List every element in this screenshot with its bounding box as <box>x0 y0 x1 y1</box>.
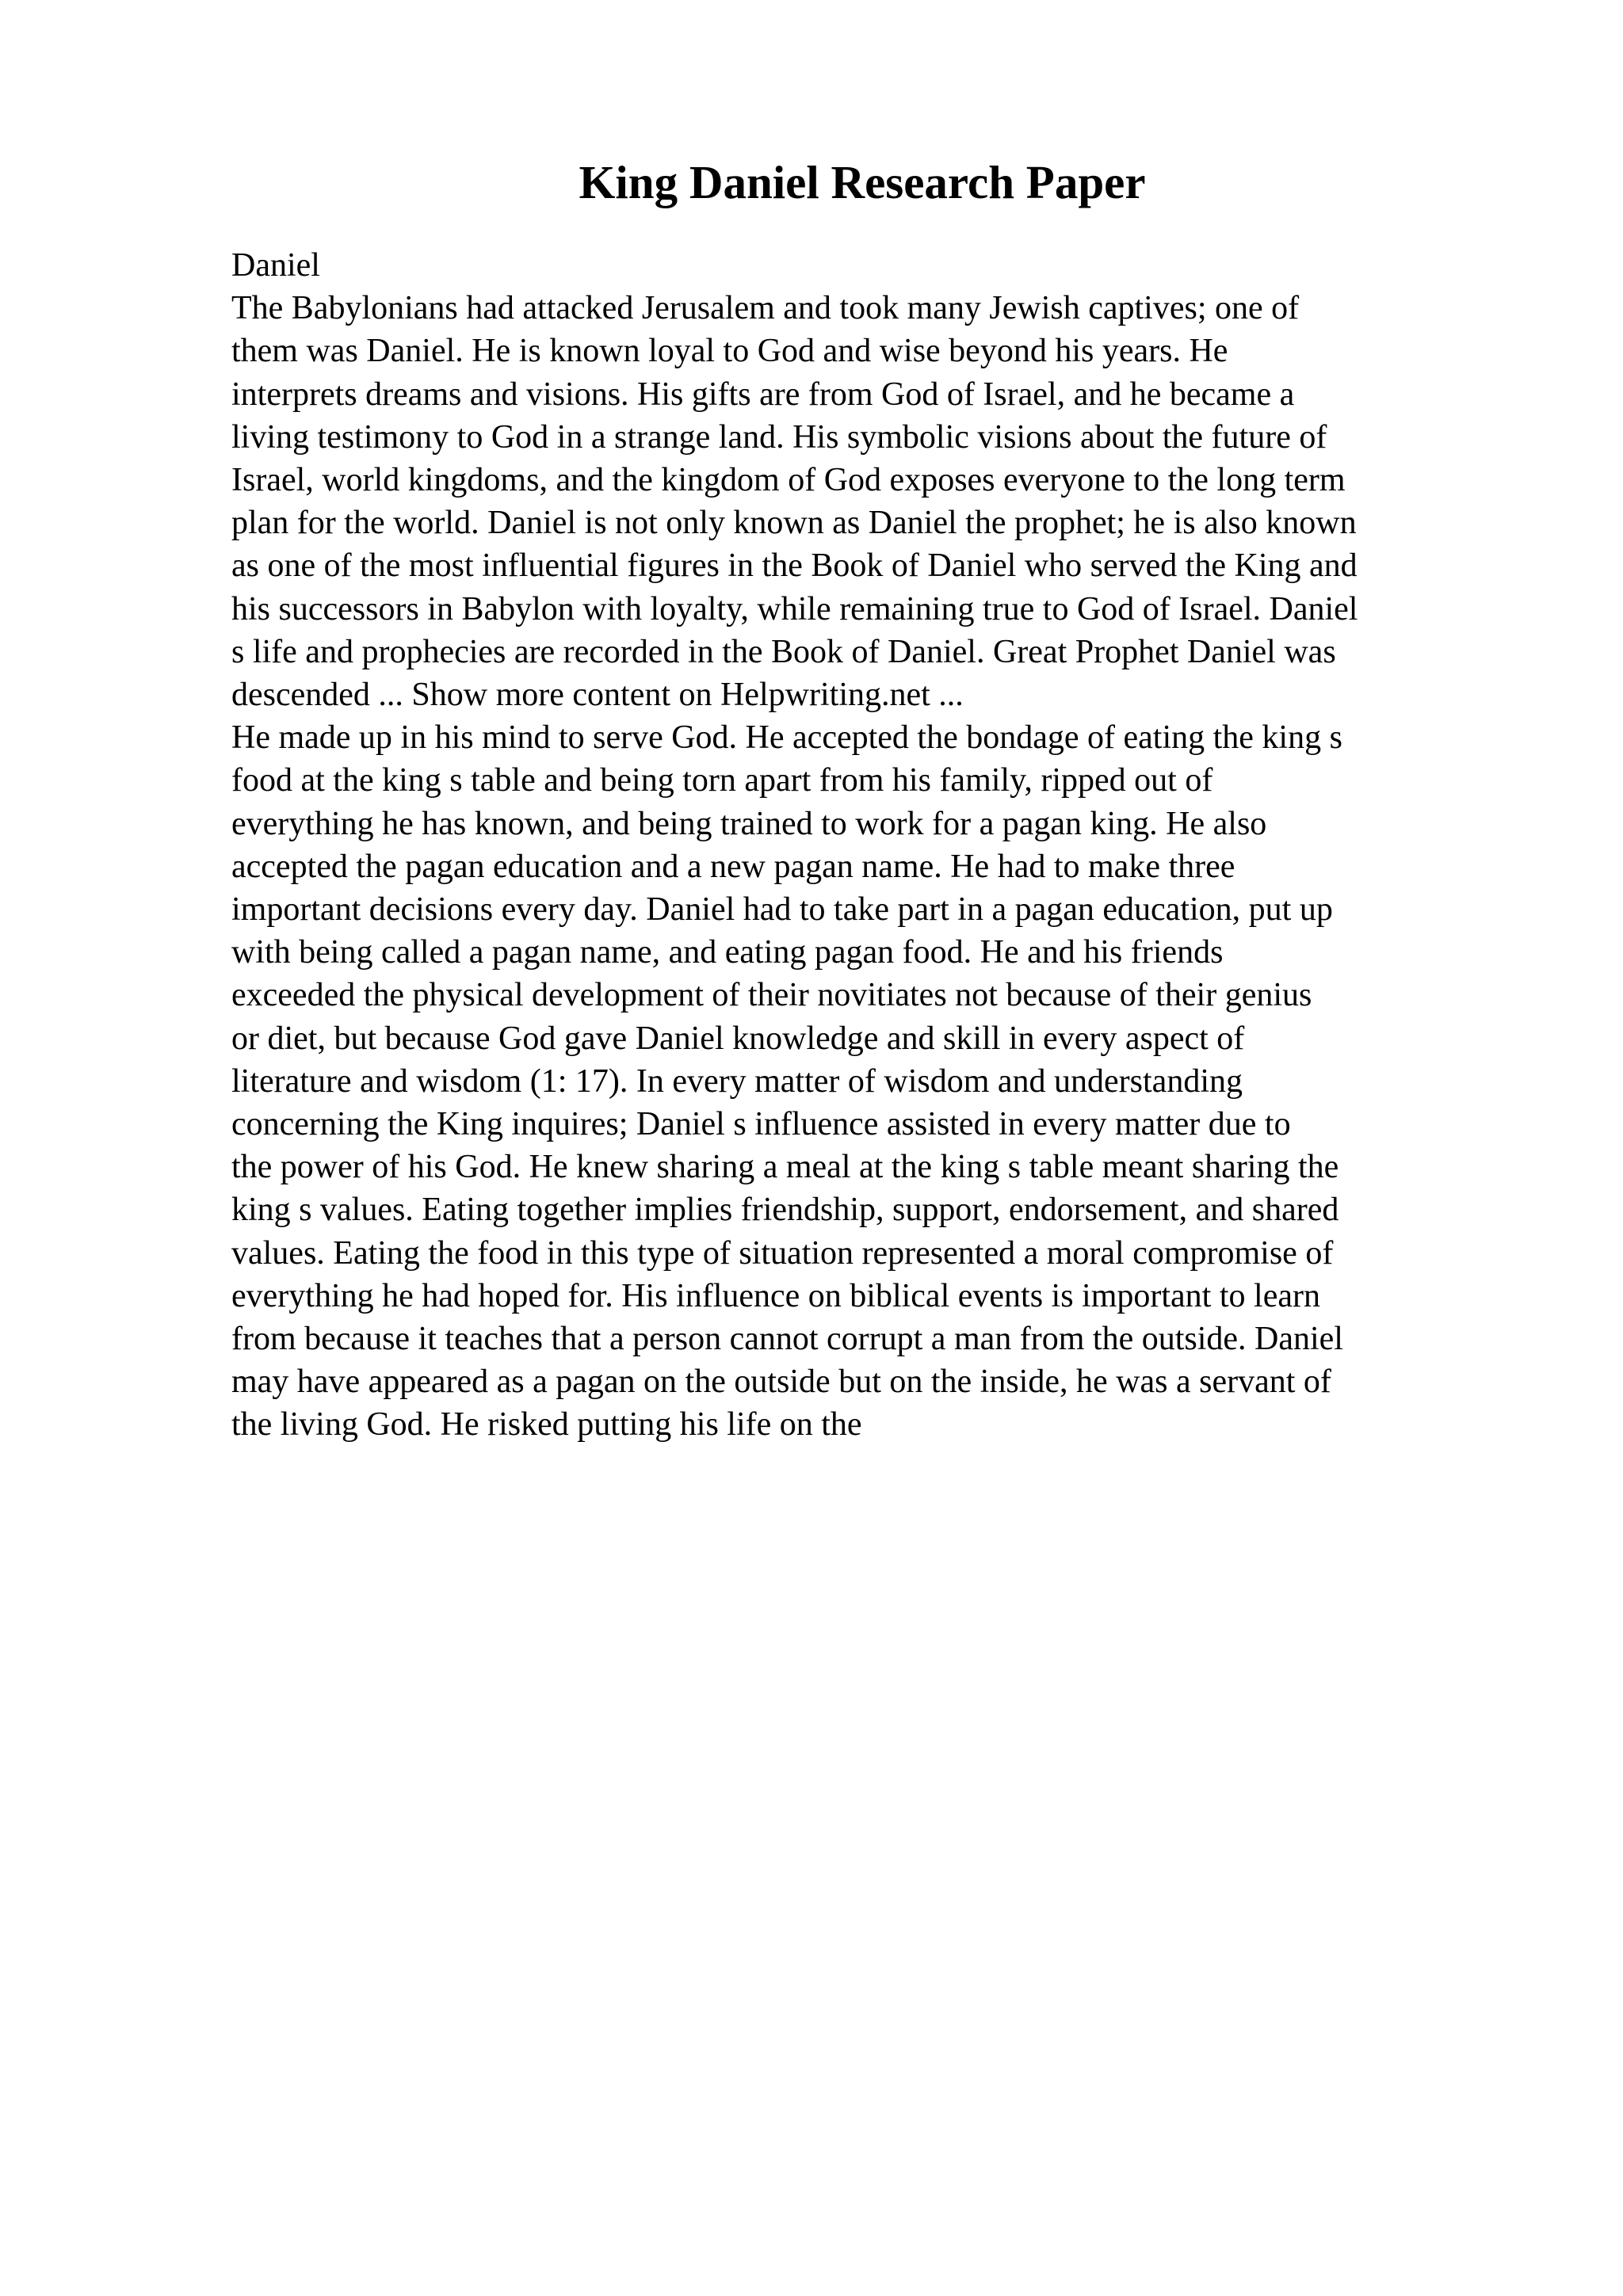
text-line: concerning the King inquires; Daniel s influence assisted in every matter due to <box>231 1106 1291 1143</box>
text-line: Daniel <box>231 247 320 284</box>
text-line: living testimony to God in a strange land. His symbolic visions about the future of <box>231 418 1327 456</box>
document-body <box>231 244 1499 1447</box>
text-line: plan for the world. Daniel is not only known as Daniel the prophet; he is also known <box>231 505 1357 542</box>
text-line: them was Daniel. He is known loyal to God and wise beyond his years. He <box>231 333 1228 370</box>
text-line: the power of his God. He knew sharing a meal at the king s table meant sharing the <box>231 1149 1339 1186</box>
text-line: s life and prophecies are recorded in the Book of Daniel. Great Prophet Daniel was <box>231 633 1336 670</box>
text-line: king s values. Eating together implies friendship, support, endorsement, and shared <box>231 1192 1339 1229</box>
text-line: interprets dreams and visions. His gifts are from God of Israel, and he became a <box>231 376 1295 413</box>
text-line: Israel, world kingdoms, and the kingdom of God exposes everyone to the long term <box>231 462 1346 499</box>
text-line: literature and wisdom (1: 17). In every matter of wisdom and understanding <box>231 1062 1243 1100</box>
text-line: food at the king s table and being torn apart from his family, ripped out of <box>231 762 1213 799</box>
text-line: descended ... Show more content on Helpwriting.net ... <box>231 677 964 714</box>
document-title: King Daniel Research Paper <box>579 156 1146 208</box>
text-line: everything he had hoped for. His influence on biblical events is important to learn <box>231 1277 1320 1314</box>
text-line: important decisions every day. Daniel had to take part in a pagan education, put up <box>231 891 1333 929</box>
text-line: as one of the most influential figures in the Book of Daniel who served the King and <box>231 547 1358 585</box>
text-line: his successors in Babylon with loyalty, while remaining true to God of Israel. Daniel <box>231 590 1358 627</box>
text-line: everything he has known, and being trained to work for a pagan king. He also <box>231 805 1267 842</box>
text-line: may have appeared as a pagan on the outside but on the inside, he was a servant of <box>231 1363 1331 1401</box>
text-line: The Babylonians had attacked Jerusalem and took many Jewish captives; one of <box>231 290 1300 327</box>
text-line: exceeded the physical development of their novitiates not because of their genius <box>231 977 1312 1014</box>
text-line: with being called a pagan name, and eating pagan food. He and his friends <box>231 934 1224 971</box>
text-line: the living God. He risked putting his life on the <box>231 1406 862 1444</box>
text-line: from because it teaches that a person cannot corrupt a man from the outside. Daniel <box>231 1321 1343 1358</box>
text-line: values. Eating the food in this type of situation represented a moral compromise of <box>231 1234 1334 1272</box>
text-line: accepted the pagan education and a new pagan name. He had to make three <box>231 848 1235 885</box>
text-line: He made up in his mind to serve God. He accepted the bondage of eating the king s <box>231 719 1342 757</box>
text-line: or diet, but because God gave Daniel knowledge and skill in every aspect of <box>231 1020 1245 1057</box>
